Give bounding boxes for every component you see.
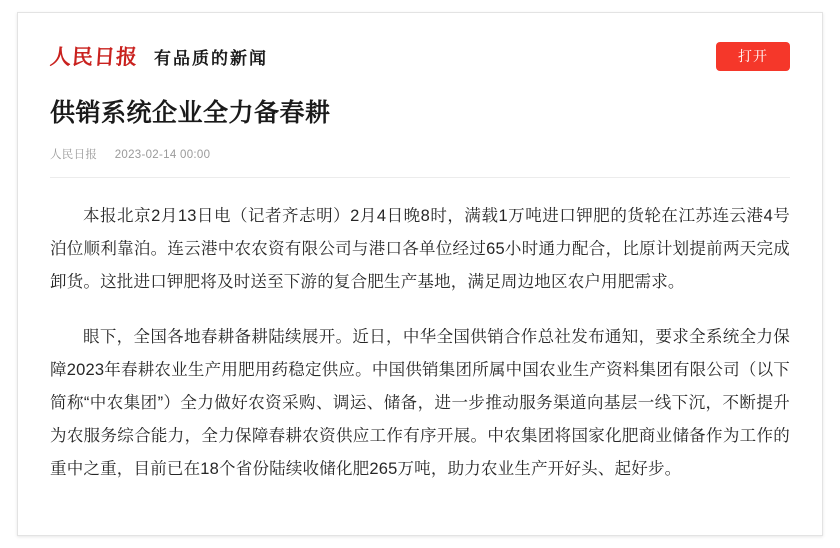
article-header — [50, 39, 790, 73]
article-card — [17, 12, 823, 536]
article-source: 人民日报 — [50, 148, 98, 161]
article-timestamp: 2023-02-14 00:00 — [114, 148, 211, 161]
header-divider — [50, 177, 790, 178]
article-body — [50, 200, 790, 486]
brand — [50, 44, 268, 69]
article-meta — [50, 146, 790, 162]
people-daily-logo: 人民日报 — [49, 43, 139, 69]
article-title: 供销系统企业全力备春耕 — [50, 99, 331, 127]
open-app-button[interactable]: 打开 — [716, 42, 790, 71]
brand-slogan: 有品质的新闻 — [154, 48, 268, 69]
article-inner — [18, 13, 822, 486]
article-paragraph-1: 本报北京2月13日电（记者齐志明）2月4日晚8时，满载1万吨进口钾肥的货轮在江苏连云港4号泊位顺利靠泊。连云港中农农资有限公司与港口各单位经过65小时通力配合，比原计划提前两天完成卸货。这批进口钾肥将及时送至下游的复合肥生产基地，满足周边地区农户用肥需求。 — [50, 206, 790, 291]
article-paragraph-2: 眼下，全国各地春耕备耕陆续展开。近日，中华全国供销合作总社发布通知，要求全系统全力保障2023年春耕农业生产用肥用药稳定供应。中国供销集团所属中国农业生产资料集团有限公司（以下简称“中农集团”）全力做好农资采购、调运、储备，进一步推动服务渠道向基层一线下沉，不断提升为农服务综合能力，全力保障春耕农资供应工作有序开展。中农集团将国家化肥商业储备作为工作的重中之重，目前已在18个省份陆续收储化肥265万吨，助力农业生产开好头、起好步。 — [50, 327, 790, 478]
